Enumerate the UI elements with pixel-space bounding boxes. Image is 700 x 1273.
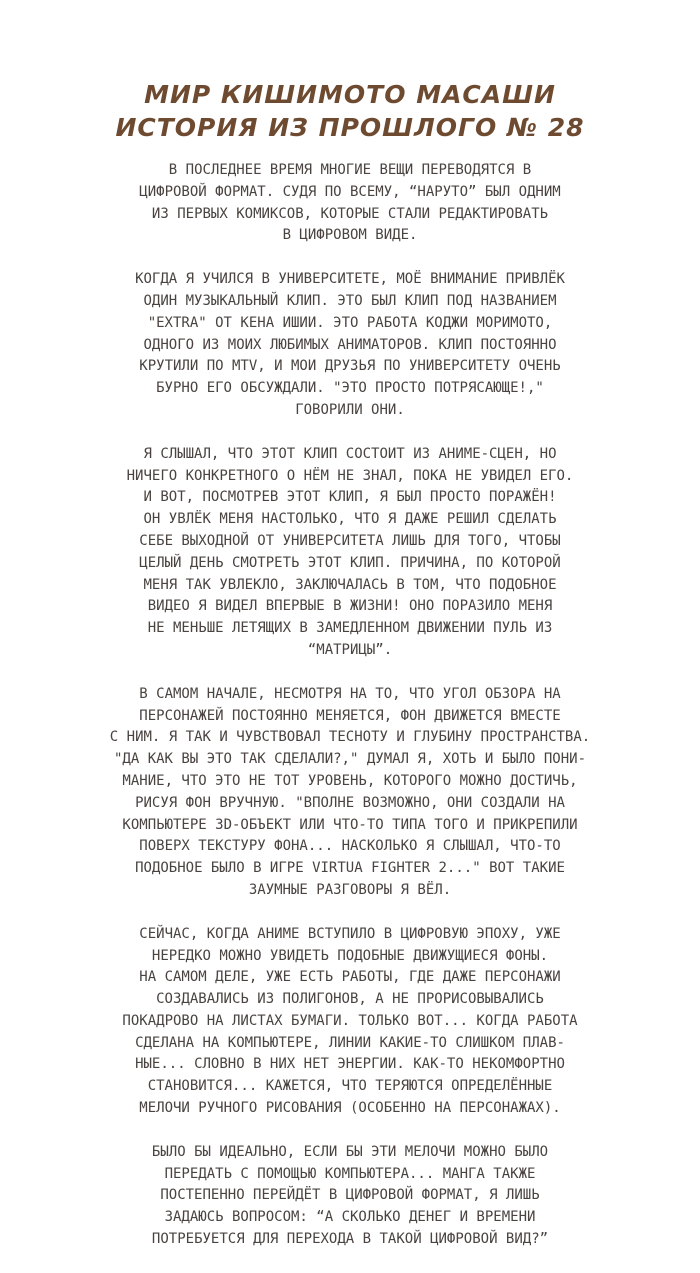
text-line: НЫЕ... СЛОВНО В НИХ НЕТ ЭНЕРГИИ. КАК-ТО НЕКОМФОРТНО xyxy=(135,1056,565,1073)
text-line: ЦЕЛЫЙ ДЕНЬ СМОТРЕТЬ ЭТОТ КЛИП. ПРИЧИНА, ПО КОТОРОЙ xyxy=(139,554,561,571)
text-line: ПЕРЕДАТЬ С ПОМОЩЬЮ КОМПЬЮТЕРА... МАНГА ТАКЖЕ xyxy=(164,1165,536,1182)
text-line: МЕЛОЧИ РУЧНОГО РИСОВАНИЯ (ОСОБЕННО НА ПЕРСОНАЖАХ). xyxy=(139,1100,561,1117)
text-line: "EXTRA" ОТ КЕНА ИШИИ. ЭТО РАБОТА КОДЖИ МОРИМОТО, xyxy=(147,314,553,331)
text-line: МЕНЯ ТАК УВЛЕКЛО, ЗАКЛЮЧАЛАСЬ В ТОМ, ЧТО ПОДОБНОЕ xyxy=(143,576,557,593)
paragraph-6 xyxy=(50,1142,650,1251)
text-line: ПОСТЕПЕННО ПЕРЕЙДЁТ В ЦИФРОВОЙ ФОРМАТ, Я ЛИШЬ xyxy=(160,1187,540,1204)
text-line: Я СЛЫШАЛ, ЧТО ЭТОТ КЛИП СОСТОИТ ИЗ АНИМЕ-СЦЕН, НО xyxy=(143,445,557,462)
text-line: СОЗДАВАЛИСЬ ИЗ ПОЛИГОНОВ, А НЕ ПРОРИСОВЫВАЛИСЬ xyxy=(156,991,544,1008)
text-line: "ДА КАК ВЫ ЭТО ТАК СДЕЛАЛИ?," ДУМАЛ Я, ХОТЬ И БЫЛО ПОНИ- xyxy=(113,751,586,768)
text-line: ЦИФРОВОЙ ФОРМАТ. СУДЯ ПО ВСЕМУ, “НАРУТО” БЫЛ ОДНИМ xyxy=(139,183,561,200)
title-line-1: МИР КИШИМОТО МАСАШИ xyxy=(144,80,556,109)
article-body xyxy=(50,160,650,1273)
paragraph-4 xyxy=(50,684,650,902)
paragraph-3 xyxy=(50,444,650,662)
text-line: НЕ МЕНЬШЕ ЛЕТЯЩИХ В ЗАМЕДЛЕННОМ ДВИЖЕНИИ ПУЛЬ ИЗ xyxy=(147,620,553,637)
text-line: ПЕРСОНАЖЕЙ ПОСТОЯННО МЕНЯЕТСЯ, ФОН ДВИЖЕТСЯ ВМЕСТЕ xyxy=(139,707,561,724)
text-line: СДЕЛАНА НА КОМПЬЮТЕРЕ, ЛИНИИ КАКИЕ-ТО СЛИШКОМ ПЛАВ- xyxy=(135,1034,565,1051)
text-line: ГОВОРИЛИ ОНИ. xyxy=(295,401,405,418)
text-line: БУРНО ЕГО ОБСУЖДАЛИ. "ЭТО ПРОСТО ПОТРЯСАЮЩЕ!," xyxy=(156,380,544,397)
page-title xyxy=(0,78,700,144)
text-line: СЕБЕ ВЫХОДНОЙ ОТ УНИВЕРСИТЕТА ЛИШЬ ДЛЯ ТОГО, ЧТОБЫ xyxy=(139,532,561,549)
text-line: ВИДЕО Я ВИДЕЛ ВПЕРВЫЕ В ЖИЗНИ! ОНО ПОРАЗИЛО МЕНЯ xyxy=(147,598,553,615)
text-line: ЗАУМНЫЕ РАЗГОВОРЫ Я ВЁЛ. xyxy=(248,881,452,898)
text-line: КОМПЬЮТЕРЕ 3D-ОБЪЕКТ ИЛИ ЧТО-ТО ТИПА ТОГО И ПРИКРЕПИЛИ xyxy=(122,816,578,833)
text-line: НИЧЕГО КОНКРЕТНОГО О НЁМ НЕ ЗНАЛ, ПОКА НЕ УВИДЕЛ ЕГО. xyxy=(126,467,574,484)
text-line: НЕРЕДКО МОЖНО УВИДЕТЬ ПОДОБНЫЕ ДВИЖУЩИЕСЯ ФОНЫ. xyxy=(151,947,549,964)
text-line: В САМОМ НАЧАЛЕ, НЕСМОТРЯ НА ТО, ЧТО УГОЛ ОБЗОРА НА xyxy=(139,685,561,702)
text-line: СТАНОВИТСЯ... КАЖЕТСЯ, ЧТО ТЕРЯЮТСЯ ОПРЕДЕЛЁННЫЕ xyxy=(147,1078,553,1095)
text-line: ОН УВЛЁК МЕНЯ НАСТОЛЬКО, ЧТО Я ДАЖЕ РЕШИЛ СДЕЛАТЬ xyxy=(143,511,557,528)
text-line: В ЦИФРОВОМ ВИДЕ. xyxy=(282,227,418,244)
text-line: ОДНОГО ИЗ МОИХ ЛЮБИМЫХ АНИМАТОРОВ. КЛИП ПОСТОЯННО xyxy=(143,336,557,353)
text-line: В ПОСЛЕДНЕЕ ВРЕМЯ МНОГИЕ ВЕЩИ ПЕРЕВОДЯТСЯ В xyxy=(168,162,532,178)
text-line: МАНИЕ, ЧТО ЭТО НЕ ТОТ УРОВЕНЬ, КОТОРОГО МОЖНО ДОСТИЧЬ, xyxy=(122,772,578,789)
paragraph-1 xyxy=(50,160,650,247)
text-line: СЕЙЧАС, КОГДА АНИМЕ ВСТУПИЛО В ЦИФРОВУЮ ЭПОХУ, УЖЕ xyxy=(139,925,561,942)
text-line: ИЗ ПЕРВЫХ КОМИКСОВ, КОТОРЫЕ СТАЛИ РЕДАКТИРОВАТЬ xyxy=(151,205,549,222)
text-line: С НИМ. Я ТАК И ЧУВСТВОВАЛ ТЕСНОТУ И ГЛУБИНУ ПРОСТРАНСТВА. xyxy=(109,729,591,746)
text-line: РИСУЯ ФОН ВРУЧНУЮ. "ВПОЛНЕ ВОЗМОЖНО, ОНИ СОЗДАЛИ НА xyxy=(135,794,565,811)
text-line: КОГДА Я УЧИЛСЯ В УНИВЕРСИТЕТЕ, МОЁ ВНИМАНИЕ ПРИВЛЁК xyxy=(135,271,565,288)
text-line: ПОДОБНОЕ БЫЛО В ИГРЕ VIRTUA FIGHTER 2..." ВОТ ТАКИЕ xyxy=(135,860,565,877)
title-line-2: ИСТОРИЯ ИЗ ПРОШЛОГО № 28 xyxy=(115,113,585,142)
text-line: БЫЛО БЫ ИДЕАЛЬНО, ЕСЛИ БЫ ЭТИ МЕЛОЧИ МОЖНО БЫЛО xyxy=(151,1143,549,1160)
text-line: “МАТРИЦЫ”. xyxy=(307,641,393,658)
text-line: ПОВЕРХ ТЕКСТУРУ ФОНА... НАСКОЛЬКО Я СЛЫШАЛ, ЧТО-ТО xyxy=(139,838,561,855)
text-line: ПОТРЕБУЕТСЯ ДЛЯ ПЕРЕХОДА В ТАКОЙ ЦИФРОВОЙ ВИД?” xyxy=(151,1231,549,1248)
text-line: И ВОТ, ПОСМОТРЕВ ЭТОТ КЛИП, Я БЫЛ ПРОСТО ПОРАЖЁН! xyxy=(143,489,557,506)
text-line: КРУТИЛИ ПО MTV, И МОИ ДРУЗЬЯ ПО УНИВЕРСИТЕТУ ОЧЕНЬ xyxy=(139,358,561,375)
text-line: НА САМОМ ДЕЛЕ, УЖЕ ЕСТЬ РАБОТЫ, ГДЕ ДАЖЕ ПЕРСОНАЖИ xyxy=(139,969,561,986)
paragraph-2 xyxy=(50,269,650,422)
text-line: ЗАДАЮСЬ ВОПРОСОМ: “А СКОЛЬКО ДЕНЕГ И ВРЕМЕНИ xyxy=(164,1209,536,1226)
text-line: ПОКАДРОВО НА ЛИСТАХ БУМАГИ. ТОЛЬКО ВОТ... КОГДА РАБОТА xyxy=(122,1012,578,1029)
text-line: ОДИН МУЗЫКАЛЬНЫЙ КЛИП. ЭТО БЫЛ КЛИП ПОД НАЗВАНИЕМ xyxy=(143,292,557,309)
paragraph-5 xyxy=(50,924,650,1120)
